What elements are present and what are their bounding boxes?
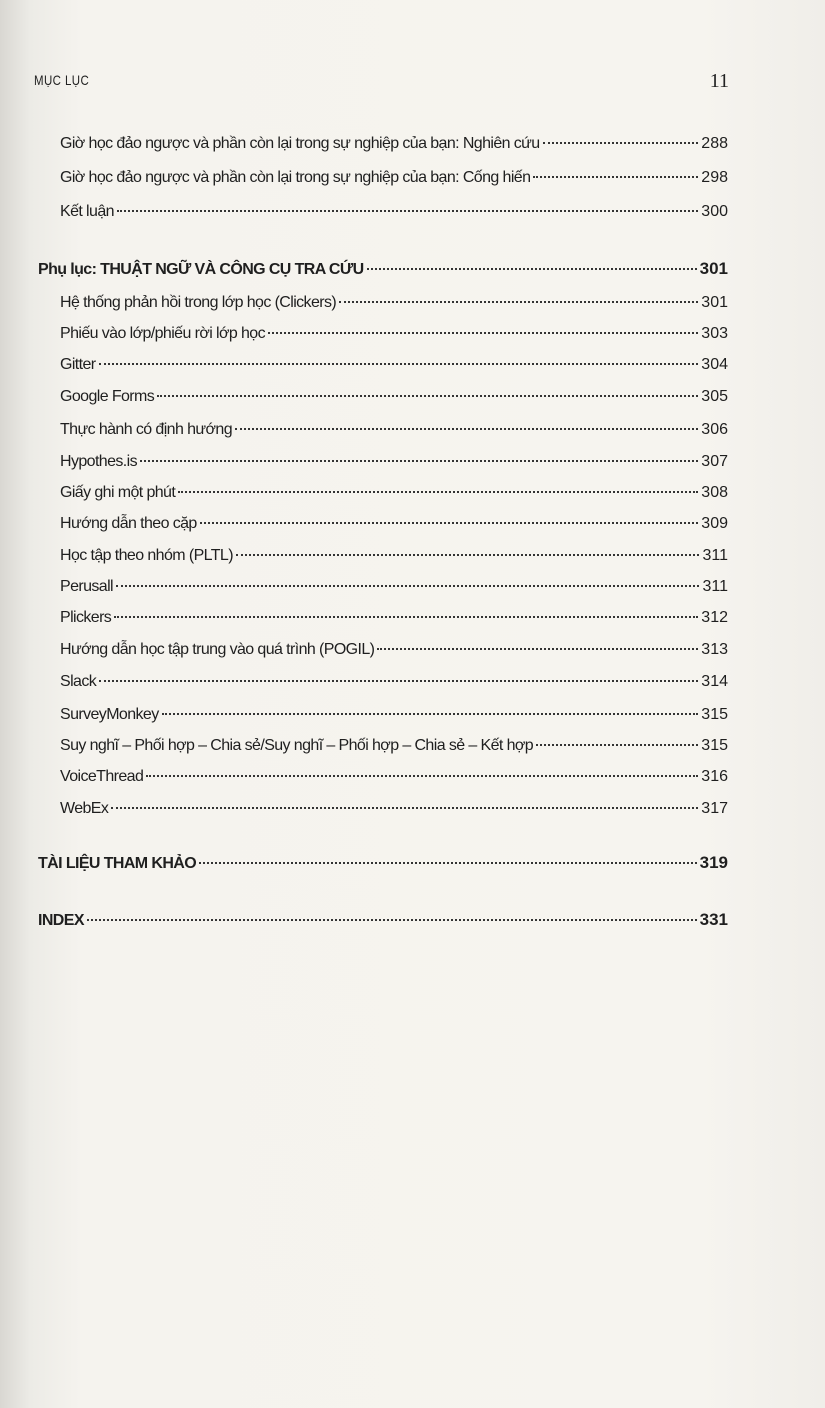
toc-entry-title: Hypothes.is [60,453,137,470]
toc-leader [543,142,699,144]
toc-entry [60,671,728,693]
toc-leader [116,585,699,587]
toc-entry [60,167,728,189]
toc-entry-page: 314 [701,673,728,690]
toc-leader [339,301,698,303]
toc-leader [199,862,697,864]
toc-leader [268,332,698,334]
toc-entry-title: Hệ thống phản hồi trong lớp học (Clickers) [60,294,337,311]
toc-entry-page: 301 [701,294,728,311]
toc-entry-page: 317 [701,800,728,817]
toc-section-entry [38,909,728,932]
toc-leader [200,522,699,524]
toc-leader [235,428,698,430]
toc-entry-title: INDEX [38,912,84,929]
toc-entry-title: Plickers [60,609,112,626]
toc-entry-title: Hướng dẫn theo cặp [60,515,197,532]
toc-leader [146,775,698,777]
toc-leader [114,616,698,618]
toc-entry [60,323,728,345]
toc-section-entry [38,852,728,875]
toc-entry [60,704,728,726]
toc-entry [60,639,728,661]
toc-entry-title: Google Forms [60,388,155,405]
toc-entry-page: 307 [701,453,728,470]
toc-entry-page: 288 [701,135,728,152]
toc-entry-page: 311 [702,547,728,564]
toc-entry [60,766,728,788]
toc-leader [367,268,697,270]
toc-entry-title: Hướng dẫn học tập trung vào quá trình (POGIL) [60,641,375,658]
toc-leader [111,807,698,809]
toc-entry-title: Phiếu vào lớp/phiếu rời lớp học [60,325,266,342]
toc-entry-title: SurveyMonkey [60,706,159,723]
toc-leader [178,491,698,493]
toc-entry-page: 298 [701,169,728,186]
toc-leader [533,176,698,178]
toc-entry-page: 312 [701,609,728,626]
toc-entry [60,482,728,504]
toc-leader [99,363,699,365]
toc-entry-title: Giờ học đảo ngược và phần còn lại trong sự nghiệp của bạn: Nghiên cứu [60,135,540,152]
toc-entry-page: 301 [699,259,728,278]
toc-leader [99,680,698,682]
toc-entry-page: 315 [701,706,728,723]
toc-entry [60,513,728,535]
toc-entry-page: 319 [699,853,728,872]
toc-entry-title: Gitter [60,356,96,373]
toc-entry-page: 309 [701,515,728,532]
toc-entry-page: 315 [701,737,728,754]
toc-entry-title: Slack [60,673,97,690]
toc-entry-page: 313 [701,641,728,658]
toc-entry-title: Giấy ghi một phút [60,484,176,501]
toc-leader [536,744,698,746]
toc-leader [377,648,698,650]
page-header [34,70,729,100]
toc-entry-page: 306 [701,421,728,438]
toc-entry-page: 304 [701,356,728,373]
toc-entry [60,798,728,820]
toc-entry [60,133,728,155]
toc-entry-title: TÀI LIỆU THAM KHẢO [38,855,197,872]
toc-leader [157,395,698,397]
toc-entry-title: Giờ học đảo ngược và phần còn lại trong sự nghiệp của bạn: Cống hiến [60,169,531,186]
toc-entry [60,201,728,223]
toc-entry-title: VoiceThread [60,768,144,785]
toc-leader [140,460,698,462]
toc-entry [60,451,728,473]
toc-leader [117,210,698,212]
toc-entry-title: Kết luận [60,203,114,220]
toc-entry-title: Học tập theo nhóm (PLTL) [60,547,233,564]
toc-entry [60,576,728,598]
toc-leader [162,713,699,715]
toc-entry [60,545,728,567]
toc-entry-title: Thực hành có định hướng [60,421,233,438]
toc-entry-page: 305 [701,388,728,405]
toc-entry-page: 331 [699,910,728,929]
toc-entry-page: 303 [701,325,728,342]
toc-entry-title: Suy nghĩ – Phối hợp – Chia sẻ/Suy nghĩ – Phối hợp – Chia sẻ – Kết hợp [60,737,534,754]
running-head: MỤC LỤC [34,72,90,88]
toc-entry-page: 308 [701,484,728,501]
toc-entry-page: 316 [701,768,728,785]
toc-entry [60,386,728,408]
toc-entry-title: Phụ lục: THUẬT NGỮ VÀ CÔNG CỤ TRA CỨU [38,261,364,278]
toc-entry [60,607,728,629]
toc-entry [60,354,728,376]
toc-entry-page: 300 [701,203,728,220]
toc-leader [236,554,700,556]
toc-leader [87,919,697,921]
toc-entry-title: Perusall [60,578,114,595]
toc-section-entry [38,258,728,281]
toc-entry-page: 311 [702,578,728,595]
page-number: 11 [709,70,729,92]
toc-entry [60,292,728,314]
toc-entry-title: WebEx [60,800,109,817]
toc-entry [60,419,728,441]
toc-entry [60,735,728,757]
